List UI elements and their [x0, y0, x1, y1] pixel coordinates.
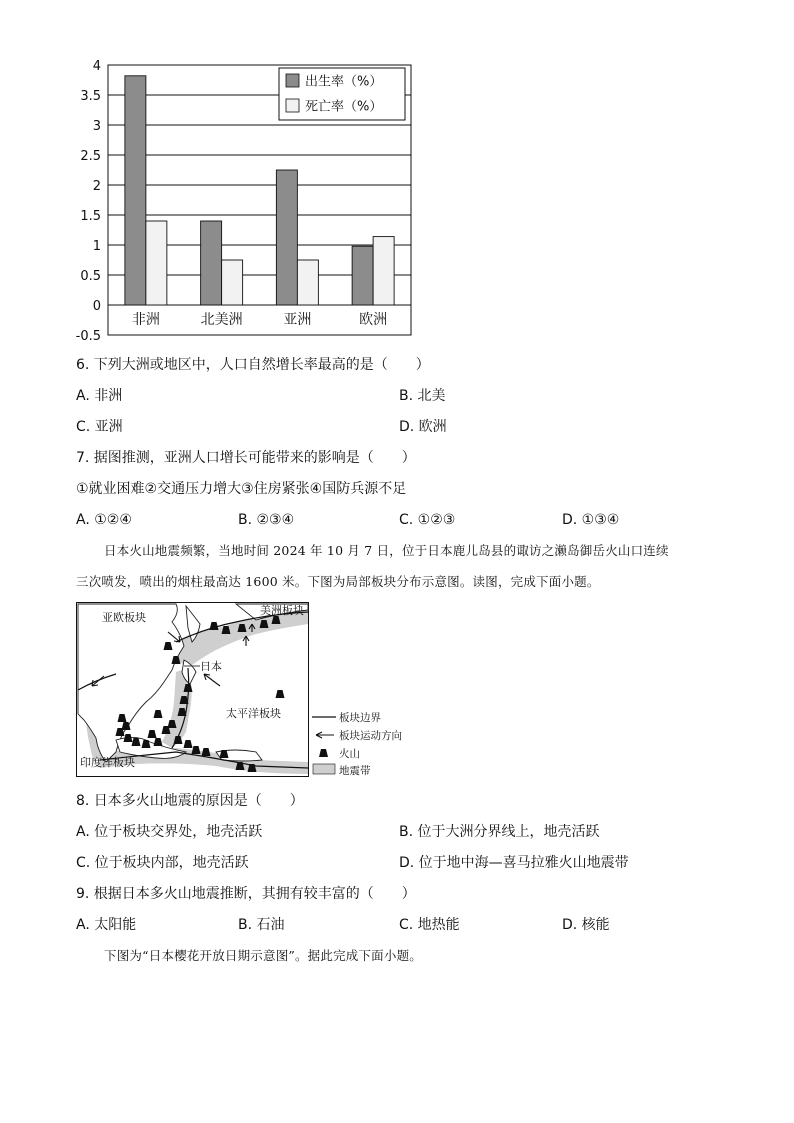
bar-death-rate — [222, 260, 243, 305]
q8-option-b[interactable]: B. 位于大洲分界线上，地壳活跃 — [399, 824, 600, 840]
chart-legend — [279, 68, 405, 120]
y-tick-label: 0.5 — [80, 269, 101, 284]
chart-svg — [72, 58, 417, 348]
map-svg — [76, 602, 416, 780]
q9-option-c[interactable]: C. 地热能 — [399, 917, 460, 933]
q7-option-b[interactable]: B. ②③④ — [238, 512, 295, 528]
y-tick-label: 4 — [92, 59, 101, 74]
legend-swatch-death — [286, 99, 299, 112]
y-tick-label: 2.5 — [80, 149, 101, 164]
x-category-label: 欧洲 — [359, 312, 388, 328]
q6-option-d[interactable]: D. 欧洲 — [399, 419, 447, 435]
label-eurasian-plate: 亚欧板块 — [102, 611, 146, 624]
legend-volcano-icon — [319, 749, 328, 757]
passage1-line1: 日本火山地震频繁，当地时间 2024 年 10 月 7 日，位于日本鹿儿岛县的诹访之濑岛御岳火山口连续 — [104, 543, 669, 558]
y-tick-label: 1.5 — [80, 209, 101, 224]
bar-death-rate — [297, 260, 318, 305]
y-tick-label: 2 — [92, 179, 101, 194]
legend-direction-label: 板块运动方向 — [339, 730, 402, 742]
y-tick-label: 0 — [92, 299, 101, 314]
bar-birth-rate — [125, 76, 146, 305]
bar-birth-rate — [352, 246, 373, 305]
legend-volcano-label: 火山 — [339, 748, 360, 760]
q8-option-a[interactable]: A. 位于板块交界处，地壳活跃 — [76, 824, 263, 840]
x-category-label: 非洲 — [131, 312, 160, 328]
map-legend — [312, 711, 402, 777]
legend-label-death: 死亡率（%） — [305, 99, 383, 115]
q6-stem: 6. 下列大洲或地区中，人口自然增长率最高的是（ ） — [76, 357, 430, 373]
x-category-label: 亚洲 — [283, 312, 312, 328]
legend-boundary-label: 板块边界 — [339, 712, 381, 724]
q6-option-a[interactable]: A. 非洲 — [76, 388, 123, 404]
legend-seismic-label: 地震带 — [339, 765, 371, 777]
bar-birth-rate — [201, 221, 222, 305]
y-tick-label: -0.5 — [75, 329, 101, 344]
y-tick-label: 3.5 — [80, 89, 101, 104]
q7-items: ①就业困难②交通压力增大③住房紧张④国防兵源不足 — [76, 481, 407, 497]
legend-label-birth: 出生率（%） — [305, 74, 383, 90]
plate-distribution-map — [76, 602, 416, 780]
q7-option-a[interactable]: A. ①②④ — [76, 512, 132, 528]
label-indian-plate: 印度洋板块 — [80, 756, 135, 769]
label-american-plate: 美洲板块 — [260, 604, 304, 617]
q7-stem: 7. 据图推测，亚洲人口增长可能带来的影响是（ ） — [76, 450, 416, 466]
y-tick-label: 1 — [92, 239, 101, 254]
birth-death-rate-chart — [72, 58, 417, 348]
q6-option-b[interactable]: B. 北美 — [399, 388, 446, 404]
legend-seismic-swatch — [313, 764, 335, 774]
bar-birth-rate — [276, 170, 297, 305]
q7-option-d[interactable]: D. ①③④ — [562, 512, 620, 528]
q9-option-a[interactable]: A. 太阳能 — [76, 917, 137, 933]
q8-stem: 8. 日本多火山地震的原因是（ ） — [76, 793, 304, 809]
q9-option-b[interactable]: B. 石油 — [238, 917, 285, 933]
q6-option-c[interactable]: C. 亚洲 — [76, 419, 123, 435]
q8-option-c[interactable]: C. 位于板块内部，地壳活跃 — [76, 855, 249, 871]
q9-stem: 9. 根据日本多火山地震推断，其拥有较丰富的（ ） — [76, 886, 416, 902]
bar-death-rate — [146, 221, 167, 305]
q7-option-c[interactable]: C. ①②③ — [399, 512, 456, 528]
label-pacific-plate: 太平洋板块 — [226, 707, 281, 720]
passage2-line1: 下图为“日本樱花开放日期示意图”。据此完成下面小题。 — [104, 948, 422, 963]
label-japan: 日本 — [200, 660, 222, 673]
q9-option-d[interactable]: D. 核能 — [562, 917, 610, 933]
legend-swatch-birth — [286, 74, 299, 87]
passage1-line2: 三次喷发，喷出的烟柱最高达 1600 米。下图为局部板块分布示意图。读图，完成下面小题。 — [76, 574, 600, 589]
y-tick-label: 3 — [92, 119, 101, 134]
bar-death-rate — [373, 237, 394, 305]
q8-option-d[interactable]: D. 位于地中海—喜马拉雅火山地震带 — [399, 855, 629, 871]
x-category-label: 北美洲 — [200, 312, 243, 328]
